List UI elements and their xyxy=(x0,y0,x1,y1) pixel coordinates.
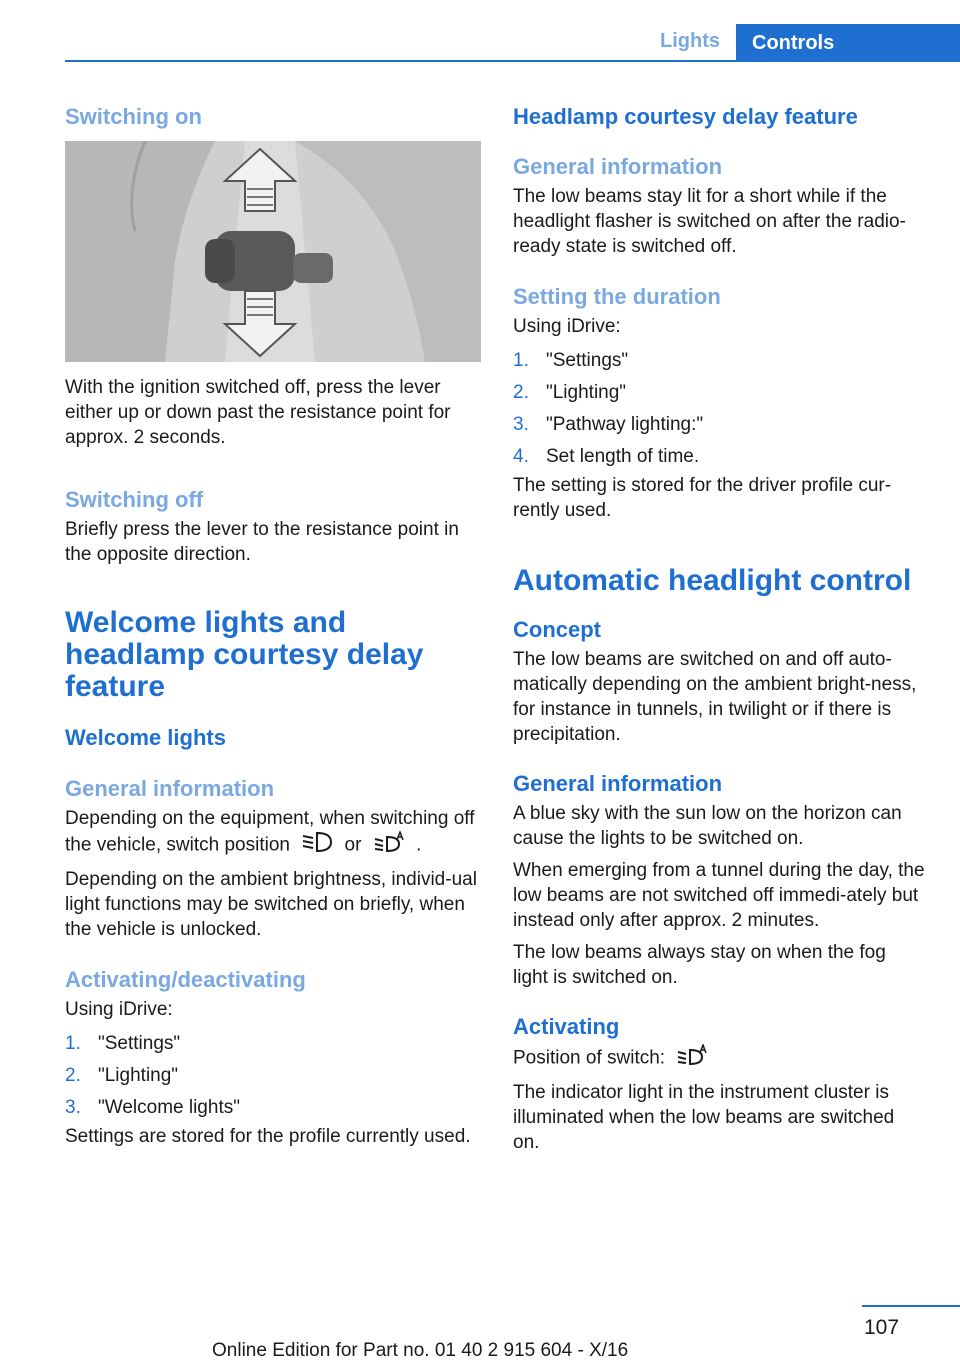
switching-on-heading: Switching on xyxy=(65,104,202,129)
general-info-text-2: Depending on the ambient brightness, individ‐ual light functions may be switched on briefly, when the vehicle is unlocked. xyxy=(65,869,477,940)
step-number: 3. xyxy=(65,1097,81,1118)
welcome-steps-list xyxy=(65,1031,481,1120)
footer-rule xyxy=(862,1305,960,1307)
chapter-tab[interactable]: Controls xyxy=(736,24,960,62)
activating-position-text xyxy=(513,1044,925,1073)
general-info-text-1: Depending on the equipment, when switching off the vehicle, switch position xyxy=(65,808,475,856)
step-number: 1. xyxy=(513,350,529,371)
activating-heading: Activating xyxy=(513,1014,620,1039)
list-item xyxy=(513,380,925,405)
auto-general-text-1: A blue sky with the sun low on the horizon can cause the lights to be switched on. xyxy=(513,803,902,849)
left-column xyxy=(65,100,481,1149)
page-header xyxy=(65,24,960,62)
concept-heading: Concept xyxy=(513,617,601,642)
step-text: "Welcome lights" xyxy=(98,1097,240,1118)
lever-illustration xyxy=(65,141,481,362)
general-info-end: . xyxy=(415,834,422,856)
auto-headlight-heading: Automatic headlight control xyxy=(513,564,912,597)
list-item xyxy=(65,1031,481,1056)
step-text: "Lighting" xyxy=(546,382,627,403)
step-number: 3. xyxy=(513,414,529,435)
list-item xyxy=(513,444,925,469)
edition-footer: Online Edition for Part no. 01 40 2 915 604 - X/16 xyxy=(212,1340,629,1361)
courtesy-delay-heading: Headlamp courtesy delay feature xyxy=(513,104,858,129)
courtesy-general-info-text: The low beams stay lit for a short while if the headlight flasher is switched on after the radio-ready state is switched off. xyxy=(513,186,906,257)
welcome-lights-heading: Welcome lights xyxy=(65,725,226,750)
auto-headlight-icon xyxy=(373,831,405,860)
activating-intro: Using iDrive: xyxy=(65,999,173,1020)
activating-note: Settings are stored for the profile currently used. xyxy=(65,1126,471,1147)
list-item xyxy=(513,412,925,437)
page-number: 107 xyxy=(864,1316,900,1339)
duration-note: The setting is stored for the driver profile cur‐rently used. xyxy=(513,475,892,521)
list-item xyxy=(513,348,925,373)
auto-headlight-icon xyxy=(676,1044,708,1073)
step-text: "Settings" xyxy=(546,350,629,371)
switching-off-text: Briefly press the lever to the resistance point in the opposite direction. xyxy=(65,519,459,565)
welcome-section-heading: Welcome lights and headlamp courtesy delay feature xyxy=(65,606,424,703)
duration-steps-list xyxy=(513,348,925,469)
list-item xyxy=(65,1063,481,1088)
low-beam-icon xyxy=(301,831,333,860)
right-column xyxy=(513,100,925,1155)
section-tab[interactable]: Lights xyxy=(660,30,720,52)
general-info-heading: General information xyxy=(65,776,275,801)
activating-deactivating-heading: Activating/deactivating xyxy=(65,967,306,992)
concept-text: The low beams are switched on and off auto‐matically depending on the ambient bright‐ness, for instance in tunnels, in twilight or if there is precipitation. xyxy=(513,649,917,745)
switching-off-heading: Switching off xyxy=(65,487,204,512)
setting-duration-heading: Setting the duration xyxy=(513,284,721,309)
activating-note: The indicator light in the instrument cluster is illuminated when the low beams are switched on. xyxy=(513,1082,895,1153)
switching-on-text: With the ignition switched off, press the lever either up or down past the resistance point for approx. 2 seconds. xyxy=(65,377,451,448)
courtesy-general-info-heading: General information xyxy=(513,154,723,179)
activating-position-label: Position of switch: xyxy=(513,1047,666,1069)
step-number: 4. xyxy=(513,446,529,467)
auto-general-text-3: The low beams always stay on when the fog light is switched on. xyxy=(513,942,886,988)
step-text: "Pathway lighting:" xyxy=(546,414,704,435)
step-text: "Lighting" xyxy=(98,1065,179,1086)
step-text: Set length of time. xyxy=(546,446,700,467)
list-item xyxy=(65,1095,481,1120)
step-number: 2. xyxy=(513,382,529,403)
general-info-text xyxy=(65,806,481,860)
duration-intro: Using iDrive: xyxy=(513,316,621,337)
step-number: 2. xyxy=(65,1065,81,1086)
auto-general-info-heading: General information xyxy=(513,771,723,796)
step-text: "Settings" xyxy=(98,1033,181,1054)
auto-general-text-2: When emerging from a tunnel during the day, the low beams are not switched off immedi‐ately but instead only after approx. 2 minutes. xyxy=(513,860,925,931)
header-rule xyxy=(65,60,960,62)
step-number: 1. xyxy=(65,1033,81,1054)
general-info-or: or xyxy=(344,834,362,856)
